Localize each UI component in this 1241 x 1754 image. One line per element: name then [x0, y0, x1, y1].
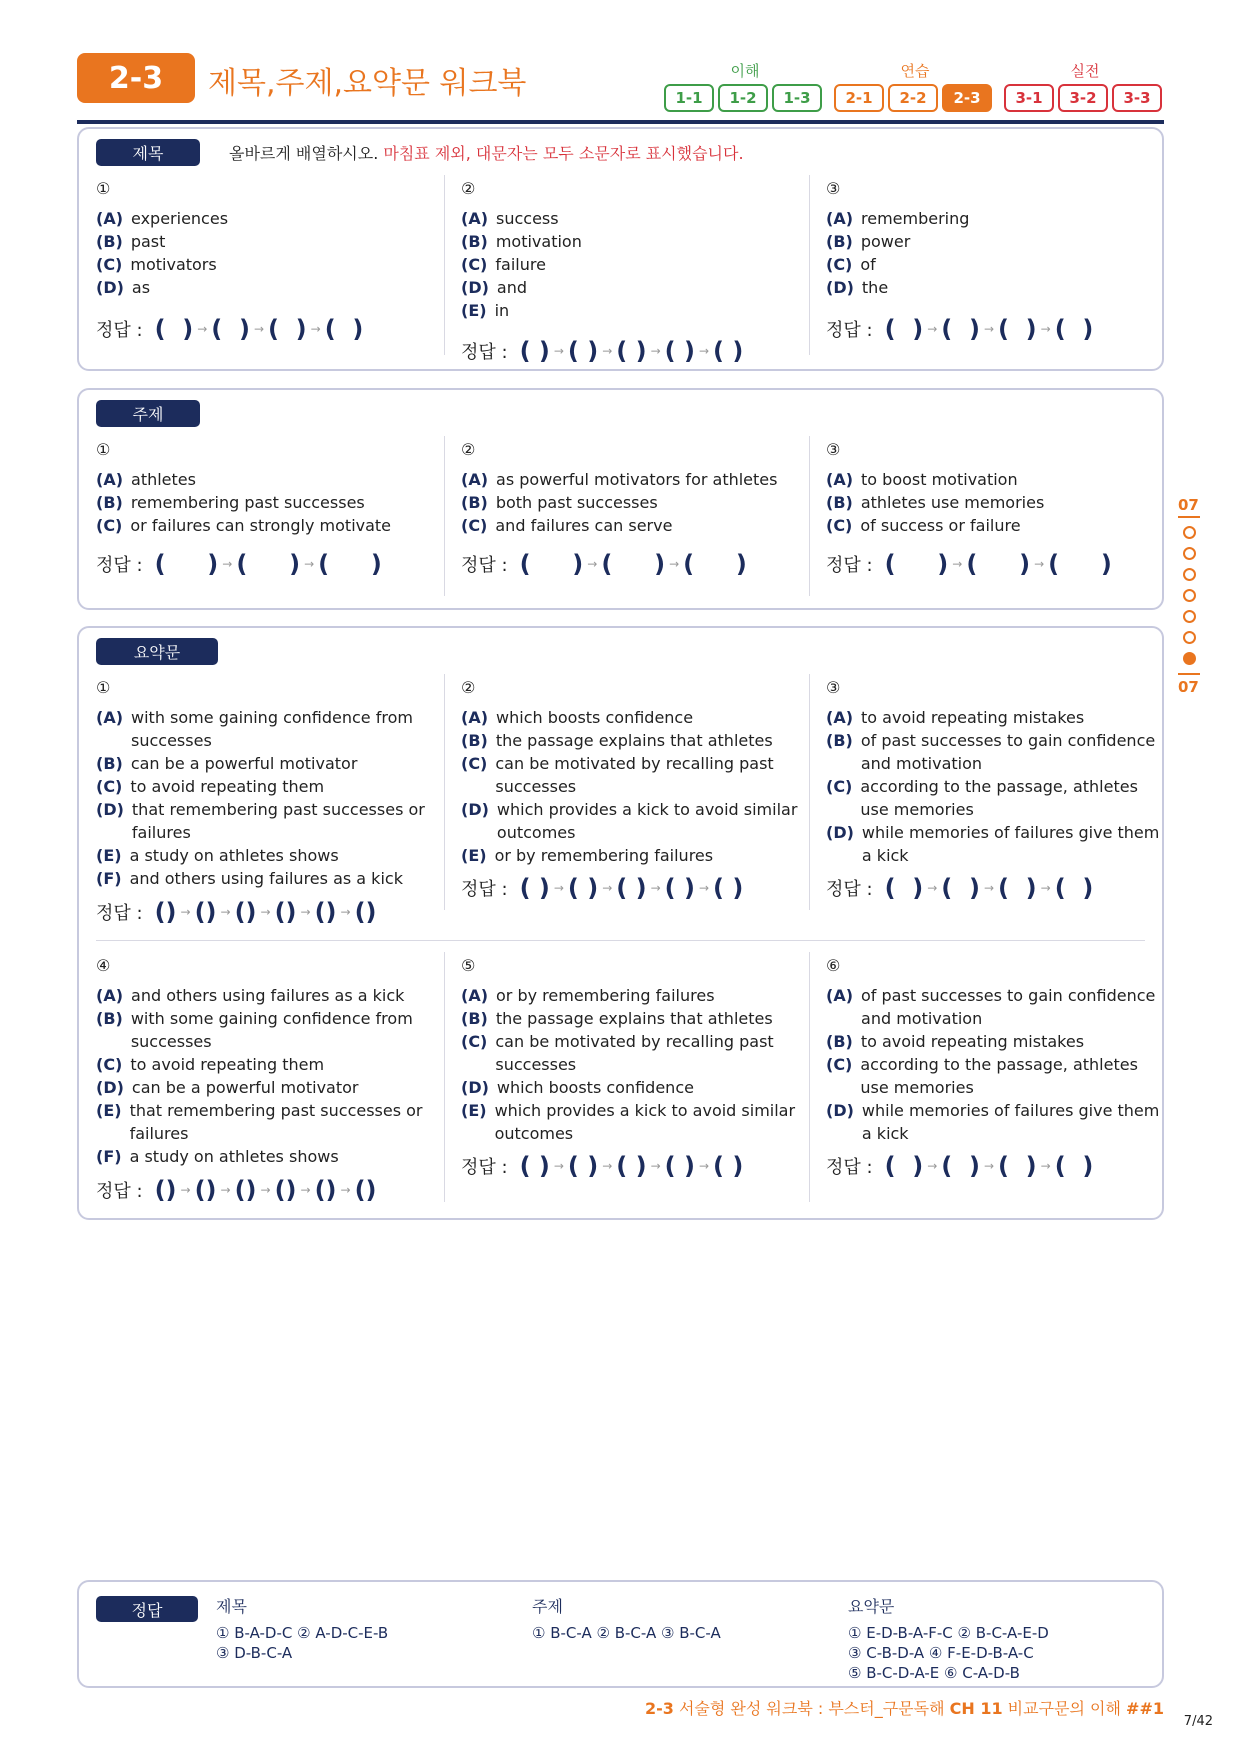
question-number: ① — [96, 179, 111, 198]
word-item: (D) as — [96, 278, 151, 297]
title-section — [77, 127, 1164, 371]
question-number: ③ — [826, 179, 841, 198]
phrase-item: (B) both past successes — [461, 493, 658, 512]
instruction-text: 올바르게 배열하시오. 마침표 제외, 대문자는 모두 소문자로 표시했습니다. — [229, 144, 744, 163]
question-number: ③ — [826, 440, 841, 459]
phrase-item: (C) can be motivated by recalling past successes — [461, 754, 774, 796]
word-item: (E) in — [461, 301, 510, 320]
summary-question-5 — [461, 956, 806, 1180]
phrase-item: (D) while memories of failures give them a kick — [826, 1101, 1160, 1143]
progress-dot — [1183, 547, 1196, 560]
word-item: (B) past — [96, 232, 166, 251]
progress-dot — [1183, 526, 1196, 539]
unit-code-badge: 2-3 — [77, 53, 195, 103]
phrase-item: (B) to avoid repeating mistakes — [826, 1032, 1085, 1051]
phrase-item: (B) can be a powerful motivator — [96, 754, 358, 773]
phrase-item: (C) according to the passage, athletes use memories — [826, 777, 1138, 819]
question-number: ② — [461, 179, 476, 198]
phrase-item: (F) and others using failures as a kick — [96, 869, 403, 888]
question-number: ⑤ — [461, 956, 476, 975]
stage-label-real: 실전 — [1070, 62, 1100, 80]
progress-dot — [1183, 589, 1196, 602]
phrase-item: (E) a study on athletes shows — [96, 846, 339, 865]
summary-question-2 — [461, 678, 806, 902]
phrase-item: (C) can be motivated by recalling past successes — [461, 1032, 774, 1074]
phrase-item: (A) athletes — [96, 470, 196, 489]
answer-key-title: 제목 ① B-A-D-C ② A-D-C-E-B ③ D-B-C-A — [216, 1597, 389, 1662]
word-item: (C) failure — [461, 255, 546, 274]
answer-key-summary: 요약문 ① E-D-B-A-F-C ② B-C-A-E-D ③ C-B-D-A ④ F-E-D-B-A-C ⑤ B-C-D-A-E ⑥ C-A-D-B — [848, 1597, 1049, 1682]
step-group-real — [1004, 84, 1162, 112]
answer-row[interactable]: 정답 : ( ) → ( ) → ( ) — [96, 550, 382, 578]
title-question-3 — [826, 179, 1171, 343]
phrase-item: (D) while memories of failures give them a kick — [826, 823, 1160, 865]
word-item: (B) power — [826, 232, 911, 251]
progress-dot — [1183, 568, 1196, 581]
question-number: ④ — [96, 956, 111, 975]
title-section-badge: 제목 — [96, 139, 200, 166]
question-number: ⑥ — [826, 956, 841, 975]
word-item: (C) of — [826, 255, 876, 274]
phrase-item: (B) the passage explains that athletes — [461, 1009, 773, 1028]
summary-question-6 — [826, 956, 1171, 1180]
summary-question-1 — [96, 678, 441, 926]
answer-row[interactable]: 정답 : ( ) → ( ) → ( ) → ( ) → ( ) — [461, 337, 744, 365]
side-progress-bottom: 07 — [1178, 678, 1199, 696]
answer-row[interactable]: 정답 : ( ) → ( ) → ( ) → ( ) → ( ) — [461, 1152, 744, 1180]
summary-row-divider — [96, 940, 1145, 941]
question-number: ① — [96, 440, 111, 459]
phrase-item: (C) or failures can strongly motivate — [96, 516, 392, 535]
phrase-item: (D) which boosts confidence — [461, 1078, 694, 1097]
answer-row[interactable]: 정답 : () → () → () → () → () → () — [96, 898, 377, 926]
summary-question-3 — [826, 678, 1171, 902]
phrase-item: (C) and failures can serve — [461, 516, 673, 535]
stage-label-practice: 연습 — [900, 62, 930, 80]
word-item: (D) and — [461, 278, 528, 297]
title-question-2 — [461, 179, 806, 365]
phrase-item: (D) that remembering past successes or failures — [96, 800, 425, 842]
phrase-item: (A) or by remembering failures — [461, 986, 715, 1005]
phrase-item: (B) with some gaining confidence from successes — [96, 1009, 413, 1051]
word-item: (A) experiences — [96, 209, 229, 228]
page-number: 7/42 — [1183, 1714, 1213, 1729]
phrase-item: (B) the passage explains that athletes — [461, 731, 773, 750]
phrase-item: (C) according to the passage, athletes use memories — [826, 1055, 1138, 1097]
answer-key-topic: 주제 ① B-C-A ② B-C-A ③ B-C-A — [532, 1597, 721, 1642]
question-number: ② — [461, 440, 476, 459]
phrase-item: (B) athletes use memories — [826, 493, 1045, 512]
question-number: ① — [96, 678, 111, 697]
header-divider — [77, 120, 1164, 124]
phrase-item: (F) a study on athletes shows — [96, 1147, 339, 1166]
step-3-2[interactable]: 3-2 — [1058, 84, 1108, 112]
phrase-item: (B) remembering past successes — [96, 493, 365, 512]
phrase-item: (C) to avoid repeating them — [96, 1055, 325, 1074]
question-number: ② — [461, 678, 476, 697]
answer-row[interactable]: 정답 : ( ) → ( ) → ( ) → ( ) — [96, 315, 364, 343]
page-title: 제목,주제,요약문 워크북 — [208, 66, 527, 101]
summary-section — [77, 626, 1164, 1220]
topic-section-badge: 주제 — [96, 400, 200, 427]
step-2-3-current[interactable]: 2-3 — [942, 84, 992, 112]
title-question-1 — [96, 179, 441, 343]
side-progress-top: 07 — [1178, 496, 1199, 514]
step-1-3[interactable]: 1-3 — [772, 84, 822, 112]
word-item: (C) motivators — [96, 255, 217, 274]
word-item: (A) remembering — [826, 209, 970, 228]
answer-row[interactable]: 정답 : ( ) → ( ) → ( ) → ( ) — [826, 315, 1094, 343]
topic-question-2 — [461, 440, 806, 578]
step-group-practice — [834, 84, 992, 112]
topic-section — [77, 388, 1164, 610]
answer-key-box — [77, 1580, 1164, 1688]
answer-row[interactable]: 정답 : ( ) → ( ) → ( ) — [461, 550, 747, 578]
answer-row[interactable]: 정답 : () → () → () → () → () → () — [96, 1176, 377, 1204]
phrase-item: (A) and others using failures as a kick — [96, 986, 405, 1005]
phrase-item: (E) or by remembering failures — [461, 846, 714, 865]
progress-dot-current — [1183, 652, 1196, 665]
phrase-item: (A) as powerful motivators for athletes — [461, 470, 778, 489]
phrase-item: (D) can be a powerful motivator — [96, 1078, 359, 1097]
word-item: (B) motivation — [461, 232, 582, 251]
answer-row[interactable]: 정답 : ( ) → ( ) → ( ) — [826, 550, 1112, 578]
word-item: (D) the — [826, 278, 889, 297]
topic-question-1 — [96, 440, 441, 578]
summary-question-4 — [96, 956, 441, 1204]
phrase-item: (A) to boost motivation — [826, 470, 1018, 489]
step-2-2[interactable]: 2-2 — [888, 84, 938, 112]
step-1-1[interactable]: 1-1 — [664, 84, 714, 112]
phrase-item: (C) of success or failure — [826, 516, 1021, 535]
phrase-item: (A) which boosts confidence — [461, 708, 694, 727]
phrase-item: (A) of past successes to gain confidence and motivation — [826, 986, 1156, 1028]
stage-label-understand: 이해 — [730, 62, 760, 80]
step-1-2[interactable]: 1-2 — [718, 84, 768, 112]
phrase-item: (D) which provides a kick to avoid similar outcomes — [461, 800, 798, 842]
progress-dot — [1183, 610, 1196, 623]
answer-key-badge: 정답 — [96, 1596, 198, 1622]
step-3-3[interactable]: 3-3 — [1112, 84, 1162, 112]
answer-row[interactable]: 정답 : ( ) → ( ) → ( ) → ( ) — [826, 1152, 1094, 1180]
step-2-1[interactable]: 2-1 — [834, 84, 884, 112]
answer-row[interactable]: 정답 : ( ) → ( ) → ( ) → ( ) → ( ) — [461, 874, 744, 902]
phrase-item: (E) which provides a kick to avoid similar outcomes — [461, 1101, 796, 1143]
topic-question-3 — [826, 440, 1171, 578]
question-number: ③ — [826, 678, 841, 697]
phrase-item: (E) that remembering past successes or failures — [96, 1101, 423, 1143]
progress-dot — [1183, 631, 1196, 644]
phrase-item: (B) of past successes to gain confidence and motivation — [826, 731, 1156, 773]
step-3-1[interactable]: 3-1 — [1004, 84, 1054, 112]
phrase-item: (A) to avoid repeating mistakes — [826, 708, 1085, 727]
answer-row[interactable]: 정답 : ( ) → ( ) → ( ) → ( ) — [826, 874, 1094, 902]
word-item: (A) success — [461, 209, 559, 228]
summary-section-badge: 요약문 — [96, 638, 218, 665]
footer-text: 2-3 서술형 완성 워크북 : 부스터_구문독해 CH 11 비교구문의 이해 ##1 — [644, 1699, 1164, 1718]
phrase-item: (C) to avoid repeating them — [96, 777, 325, 796]
phrase-item: (A) with some gaining confidence from successes — [96, 708, 413, 750]
step-group-understand — [664, 84, 822, 112]
